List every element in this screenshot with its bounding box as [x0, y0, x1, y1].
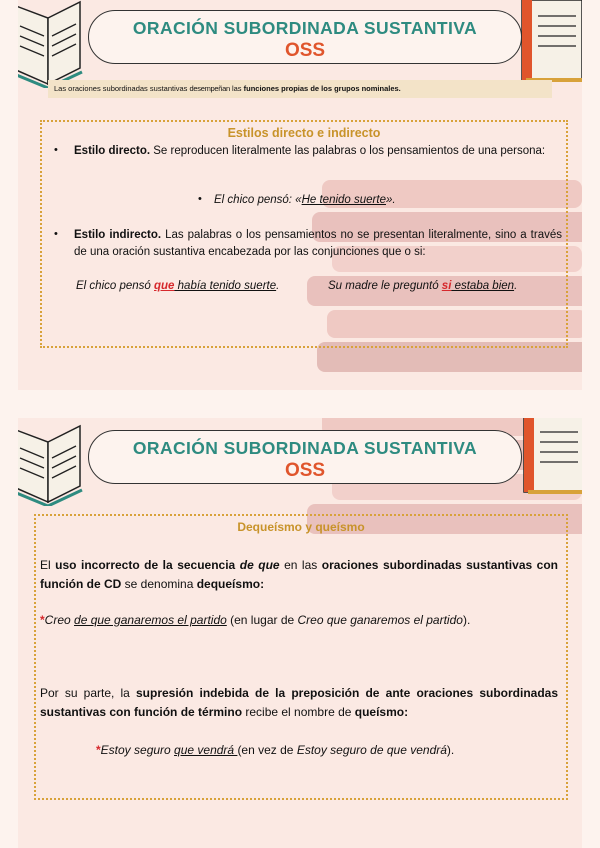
slide-direct-indirect-style: [18, 0, 582, 390]
styles-box: [40, 120, 568, 348]
banner-text: desempeñan: [189, 84, 230, 93]
dequeismo-box: [34, 514, 568, 800]
book-with-plant-icon: [518, 418, 582, 498]
box-title: Estilos directo e indirecto: [227, 126, 381, 140]
text: recibe el nombre de: [242, 705, 355, 719]
text: (en lugar de: [226, 613, 298, 627]
text: (en vez de: [237, 743, 297, 757]
definition-banner: [48, 80, 552, 98]
text: en las: [279, 558, 322, 572]
example-underlined: que vendrá: [174, 743, 238, 757]
text-bold: uso incorrecto de la secuencia: [55, 558, 240, 572]
conjunction-que: que: [154, 280, 175, 292]
example-text: El chico pensó: [76, 280, 154, 292]
slide-dequeismo-queismo: [18, 418, 582, 848]
indirect-style-label: Estilo indirecto.: [74, 229, 162, 241]
example-text: ».: [385, 194, 396, 206]
bullet: •: [54, 144, 58, 156]
queismo-example: [96, 742, 454, 759]
title: ORACIÓN SUBORDINADA SUSTANTIVA: [132, 18, 478, 38]
term-queismo: queísmo:: [354, 705, 409, 719]
example-underlined: He tenido suerte: [301, 194, 386, 206]
example-text: Estoy seguro de que vendrá: [296, 743, 447, 757]
text-bold: oraciones subordinadas sustantivas con función de CD: [40, 558, 558, 591]
example-text: .: [514, 280, 518, 292]
open-book-icon: [516, 0, 582, 88]
box-title: Dequeísmo y queísmo: [237, 520, 365, 534]
example-text: Creo que ganaremos el partido: [297, 613, 463, 627]
dequeismo-definition: [40, 556, 558, 594]
incorrect-marker: *: [40, 613, 45, 627]
title-banner: [88, 10, 522, 64]
conjunction-si: si: [441, 280, 452, 292]
text: El: [40, 558, 56, 572]
text: Por su parte, la: [40, 686, 136, 700]
bullet: •: [54, 228, 58, 240]
subtitle: OSS: [284, 40, 326, 61]
indirect-style-description: Las palabras o los pensamientos no se presentan literalmente, sino a través de una oración sustantiva encabezada por las conjunciones que o si:: [74, 229, 562, 258]
queismo-definition: [40, 684, 558, 722]
direct-style-description: Se reproducen literalmente las palabras o los pensamientos de una persona:: [150, 145, 546, 157]
example-underlined: había tenido suerte: [174, 280, 277, 292]
example-text: El chico pensó: «: [214, 194, 302, 206]
text: ).: [446, 743, 455, 757]
direct-style-text: [74, 143, 554, 160]
indirect-style-text: [74, 227, 562, 260]
banner-text-bold: funciones propias de los grupos nominales.: [243, 84, 401, 93]
bullet: •: [198, 193, 202, 205]
text: se denomina: [121, 577, 197, 591]
direct-style-label: Estilo directo.: [74, 145, 151, 157]
dequeismo-example: [40, 612, 558, 629]
title-banner: [88, 430, 522, 484]
banner-text: las: [229, 84, 244, 93]
incorrect-marker: *: [96, 743, 101, 757]
subtitle: OSS: [284, 460, 326, 481]
example-text: Su madre le preguntó: [328, 280, 442, 292]
term-dequeismo: dequeísmo:: [196, 577, 265, 591]
example-text: Estoy seguro: [100, 743, 175, 757]
open-book-icon: [18, 0, 84, 88]
banner-text: Las oraciones subordinadas sustantivas: [54, 84, 190, 93]
text-bold-italic: de que: [239, 558, 280, 572]
indirect-example-1: [76, 278, 279, 295]
example-text: Creo: [44, 613, 75, 627]
text-bold: supresión indebida de la preposición de ante oraciones subordinadas sustantivas con función de término: [40, 686, 558, 719]
text: ).: [462, 613, 471, 627]
example-text: .: [276, 280, 280, 292]
title: ORACIÓN SUBORDINADA SUSTANTIVA: [132, 438, 478, 458]
indirect-example-2: [328, 278, 517, 295]
example-underlined: estaba bien: [451, 280, 515, 292]
example-underlined: de que ganaremos el partido: [74, 613, 227, 627]
direct-style-example: [214, 192, 396, 209]
open-book-icon: [18, 422, 84, 506]
